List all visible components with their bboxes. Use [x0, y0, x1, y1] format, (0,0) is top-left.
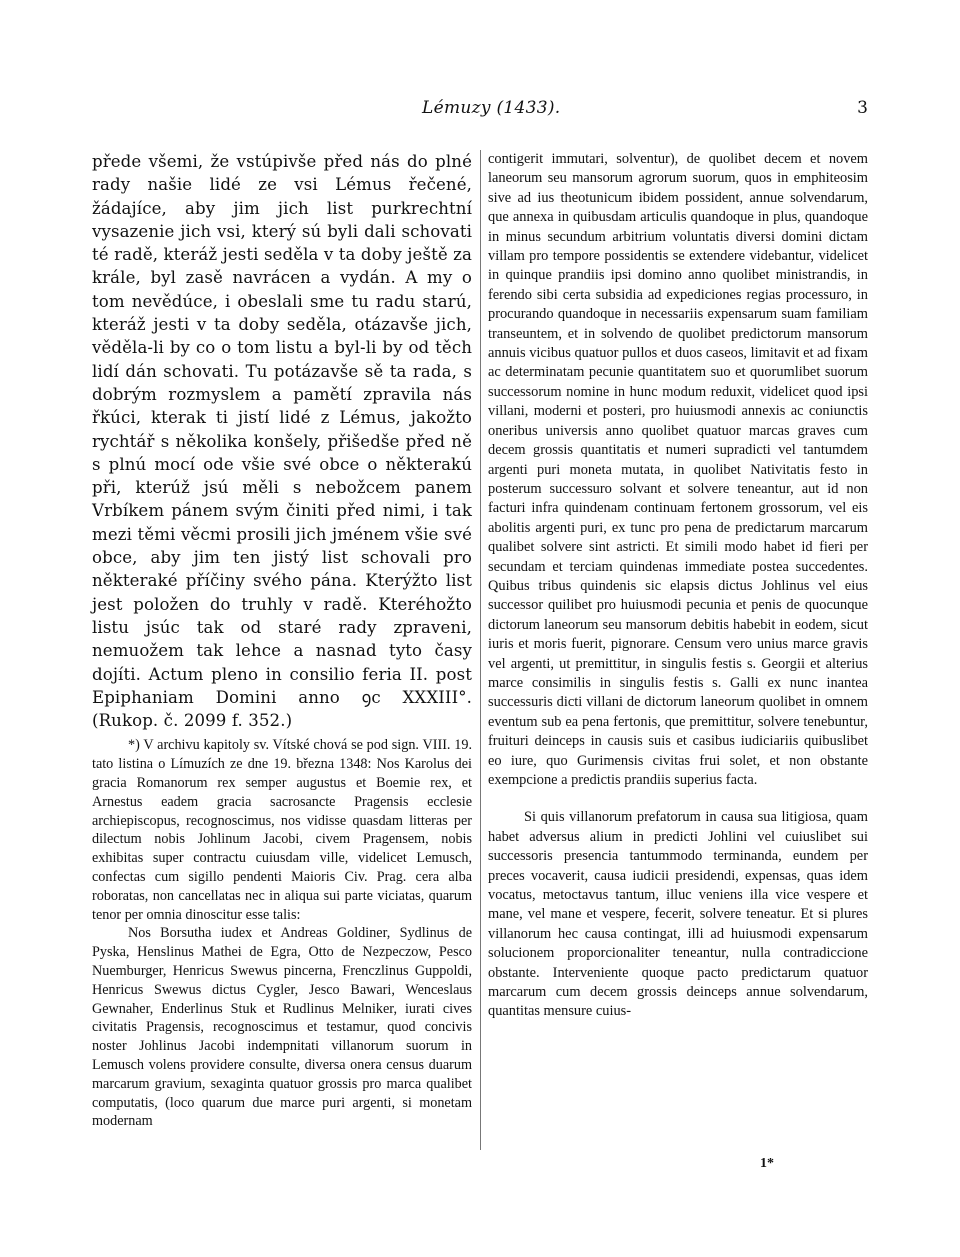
column-divider: [480, 150, 481, 1150]
footnote-paragraph-1: *) V archivu kapitoly sv. Vítské chová se pod sign. VIII. 19. tato listina o Límuzích ze dne 19. března 1348: Nos Karolus dei gracia Romanorum rex semper augustus et Boemie rex, et Arnestus eadem gracia sacrosancte Pragensis ecclesie archiepiscopus, recognoscimus, nos vidisse quasdam litteras per dilectum nobis Johlinum Jacobi, civem Pragensem, nobis exhibitas super contractu cuiusdam ville, videlicet Lemusch, confectas cum sigillo pendenti Maioris Civ. Prag. cera alba roboratas, non cancellatas nec in aliqua sui parte viciatas, quarum tenor per omnia dinoscitur esse talis:: [92, 737, 472, 923]
footnote: [92, 736, 472, 1131]
right-column: [488, 150, 868, 1022]
running-title: Lémuzy (1433).: [422, 98, 561, 118]
main-paragraph: přede všemi, že vstúpivše před nás do plné rady našie lidé ze vsi Lémus řečené, žádajíce, aby jim jich list purkrechtní vysazenie jich vsi, který sú byli dali schovati té radě, kteráž jesti seděla v ta doby ještě za krále, byl zasě navrácen a vydán. A my o tom nevědúce, i obeslali sme tu radu starú, kteráž jesti v ta doby seděla, otázavše jich, věděla-li by co o tom listu a byl-li by od těch lidí dán schovati. Tu potázavše sě ta rada, s dobrým rozmyslem a pamětí zpravila nás řkúci, kterak ti jistí lidé z Lémus, jakožto rychtář s několika konšely, přišedše před ně s plnú mocí ode všie své obce o některakú při, kterúž jsú měli s nebožcem panem Vrbíkem pánem svým činiti před nimi, i tak mezi těmi věcmi prosili jich jménem všie své obce, aby jim ten jistý list schovali pro některaké příčiny svého pána. Kterýžto list jest položen do truhly v radě. Kteréhožto listu jsúc tak od staré rady zpraveni, nemuožem tak lehce a nasnad tyto časy dojíti. Actum pleno in consilio feria II. post Epiphaniam Domini anno ꝯc XXXIII°. (Rukop. č. 2099 f. 352.): [92, 152, 472, 731]
right-paragraph-1: contigerit immutari, solventur), de quolibet decem et novem laneorum seu mansorum agrorum suorum, quos in emphiteosim sive ad ius theotunicum ibidem possident, annue solvendarum, que annexa in quibusdam articulis quandoque in plus, quandoque in minus secundum arbitrium voluntatis diversi domini dictam villam pro tempore possidentis se extendere videbantur, videlicet in quinque prandiis ipsi domino anno quolibet ministrandis, in ferendo sibi certa subsidia ad expediciones regias processuro, in procurando quandoque in necessariis expensarum suam familiam transeuntem, et in solvendo de quolibet predictorum mansorum annuis vicibus quatuor pullos et duos caseos, limitavit et ad fixam ac determinatam pecunie quantitatem suo et quorumlibet suorum successorum nomine in hunc modum reduxit, videlicet quod ipsi villani, moderni et posteri, pro huiusmodi annexis ac coniunctis oneribus universis anno quolibet quatuor marcas graves cum decem grossis quantitatis et numeri supradicti vel tantumdem argenti puri moneta mutata, in quolibet Nativitatis festo in posterum successuro solvant et solvere teneantur, aut id non facturi infra quindenam continuam fertonem grossorum, vel eis abolitis argenti puri, ex tunc pro pena de predictarum marcarum qualibet solvere sint astricti. Et simili modo habet id fieri per secundam et terciam quindenas immediate postea succedentes. Quibus tribus quindenis sic elapsis dictus Johlinus vel eius successor quilibet pro huiusmodi pecunia et penis de quocunque dictorum laneorum seu mansorum debitis habebit in eodem, sicut iuris et moris fuerit, pignorare. Censum vero unius marce gravis vel argenti, ut premittitur, in singulis festis s. Georgii et alterius marce consimilis in singulis festis s. Galli ex nunc inantea successuris dicti villani de dictorum laneorum quolibet in omnem eventum sub ea pena fertonis, que premittitur, solvere tenebuntur, fruituri deinceps in causis suis et casibus iudiciariis quibuslibet eo iure, quo Gurimensis civitas frui solet, et non obstante exempcione a predictis prandiis superius facta.: [488, 151, 868, 788]
signature-mark: 1*: [760, 1156, 774, 1171]
page-number: 3: [857, 98, 868, 118]
left-column: [92, 150, 472, 1131]
footnote-paragraph-2: Nos Borsutha iudex et Andreas Goldiner, Sydlinus de Pyska, Henslinus Mathei de Egra, Otto de Nezpeczow, Pesco Nuemburger, Henricus Swewus pincerna, Frenczlinus Guppoldi, Henricus Swewus dictus Cygler, Jesco Bawari, Wenceslaus Gewnaher, Enderlinus Stuk et Rudlinus Melniker, iurati cives civitatis Pragensis, recognoscimus et testamur, quod concivis noster Johlinus Jacobi indempnitati villanorum suorum in Lemusch volens providere consulte, diversa onera census duarum marcarum gravium, sexaginta quatuor grossis pro marca qualibet computatis, (loco quarum due marce puri argenti, si monetam modernam: [92, 925, 472, 1130]
page-header: [92, 98, 868, 126]
czech-main-text: [92, 150, 472, 732]
right-paragraph-2: Si quis villanorum prefatorum in causa sua litigiosa, quam habet adversus alium in predicti Johlini vel cuiuslibet sui successoris presencia tantummodo terminanda, eundem per preces vocaverit, causa iudicii presidendi, expensas, quas idem vocatus, metoctavus tantum, illuc veniens illa vice vespere et mane, vel mane et vespere, fecerit, solvere teneatur. Et si plures villanorum hec causa contingat, illi ad huiusmodi expensarum solucionem proporcionaliter teneantur, nulla contradiccione obstante. Interveniente quoque pacto predictarum quatuor marcarum cum decem grossis deinceps annue solvendarum, quantitas mensure cuius-: [488, 809, 868, 1020]
